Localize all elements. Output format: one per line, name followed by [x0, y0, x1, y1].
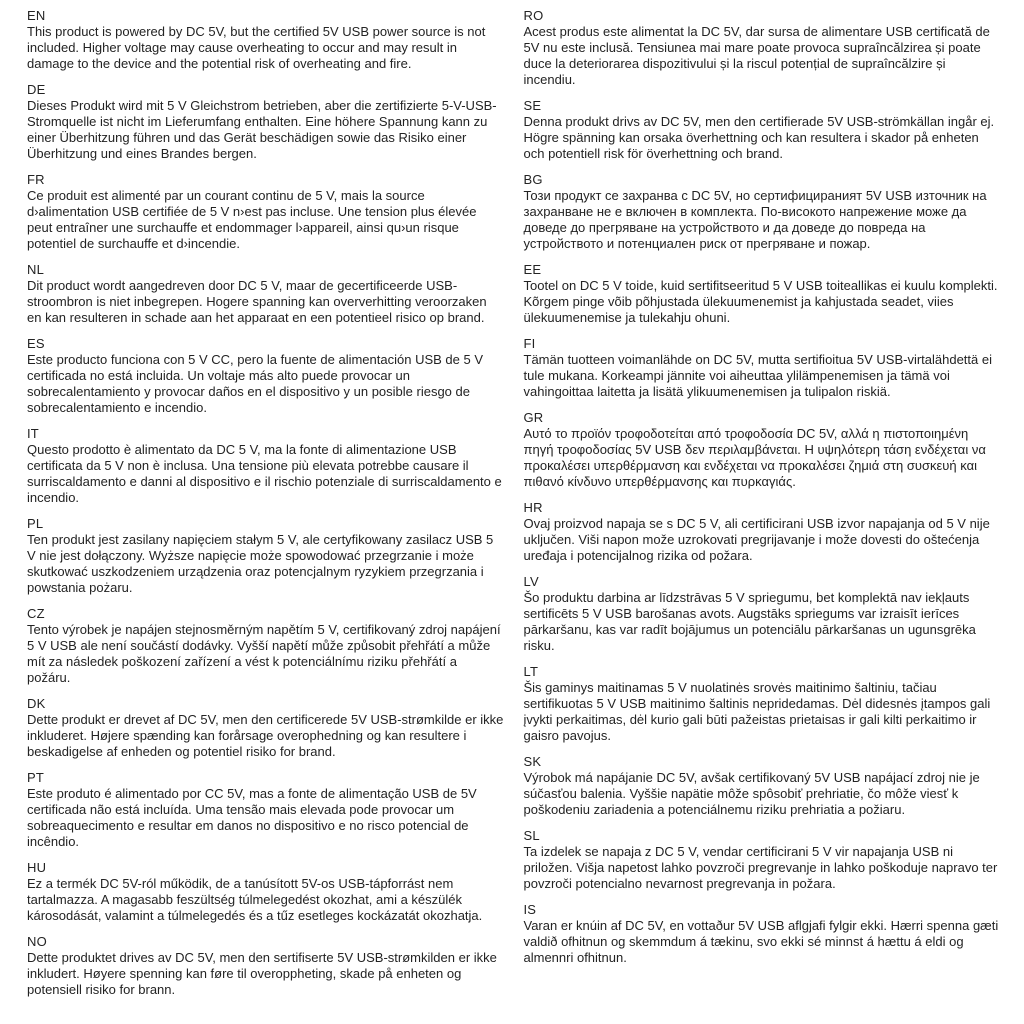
lang-section-gr: [524, 410, 1001, 490]
lang-text-fr: Ce produit est alimenté par un courant continu de 5 V, mais la source d›alimentation USB certifiée de 5 V n›est pas incluse. Une tension plus élevée peut entraîner une surchauffe et endommager l›appareil, ainsi qu›un risque potentiel de surchauffe et d›incendie.: [27, 188, 477, 251]
lang-code-es: ES: [27, 336, 45, 351]
lang-text-nl: Dit product wordt aangedreven door DC 5 V, maar de gecertificeerde USB-stroombron is niet inbegrepen. Hogere spanning kan oververhitting veroorzaken en kan resulteren in schade aan het apparaat en een potentieel risico op brand.: [27, 278, 487, 325]
lang-section-se: [524, 98, 1001, 162]
lang-text-lt: Šis gaminys maitinamas 5 V nuolatinės srovės maitinimo šaltiniu, tačiau sertifikuotas 5 V USB maitinimo šaltinis nepridedamas. Dėl didesnės įtampos gali įvykti perkaitimas, dėl kurio gali būti pažeistas prietaisas ir gali kilti perkaitimo ir gaisro pavojus.: [523, 680, 991, 743]
right-column: [524, 8, 1001, 1008]
lang-section-sl: [524, 828, 1001, 892]
lang-text-dk: Dette produkt er drevet af DC 5V, men den certificerede 5V USB-strømkilde er ikke inkluderet. Højere spænding kan forårsage overophedning og kan resultere i beskadigelse af enheden og potentiel risiko for brand.: [27, 712, 504, 759]
lang-text-se: Denna produkt drivs av DC 5V, men den certifierade 5V USB-strömkällan ingår ej. Högre spänning kan orsaka överhettning och kan resultera i skador på enheten och potentiell risk för överhettning och brand.: [523, 114, 995, 161]
lang-code-sk: SK: [523, 754, 542, 769]
lang-text-no: Dette produktet drives av DC 5V, men den sertifiserte 5V USB-strømkilden er ikke inkludert. Høyere spenning kan føre til overoppheting, skade på enheten og potensiell risiko for brann.: [27, 950, 497, 997]
lang-section-nl: [27, 262, 504, 326]
lang-text-lv: Šo produktu darbina ar līdzstrāvas 5 V spriegumu, bet komplektā nav iekļauts sertificēts 5 V USB barošanas avots. Augstāks spriegums var izraisīt ierīces pārkaršanu, kas var radīt bojājumus un potenciālu pārkaršanas un ugunsgrēka risku.: [523, 590, 976, 653]
lang-section-it: [27, 426, 504, 506]
lang-code-ro: RO: [523, 8, 544, 23]
lang-code-no: NO: [27, 934, 47, 949]
lang-code-pt: PT: [27, 770, 45, 785]
lang-code-lv: LV: [523, 574, 539, 589]
lang-section-bg: [524, 172, 1001, 252]
lang-text-sl: Ta izdelek se napaja z DC 5 V, vendar certificirani 5 V vir napajanja USB ni priložen. Višja napetost lahko povzroči pregrevanje in lahko poškoduje napravo ter povzroči potencialno nevarnost pregrevanja in požara.: [523, 844, 998, 891]
lang-section-is: [524, 902, 1001, 966]
lang-section-sk: [524, 754, 1001, 818]
lang-text-cz: Tento výrobek je napájen stejnosměrným napětím 5 V, certifikovaný zdroj napájení 5 V USB ale není součástí dodávky. Vyšší napětí může způsobit přehřátí a může mít za následek poškození zařízení a vést k potenciálnímu riziku přehřátí a požáru.: [27, 622, 501, 685]
lang-code-fr: FR: [27, 172, 45, 187]
lang-section-fi: [524, 336, 1001, 400]
lang-section-no: [27, 934, 504, 998]
lang-code-lt: LT: [523, 664, 539, 679]
lang-section-hu: [27, 860, 504, 924]
lang-section-lt: [524, 664, 1001, 744]
lang-code-hu: HU: [27, 860, 47, 875]
lang-text-it: Questo prodotto è alimentato da DC 5 V, ma la fonte di alimentazione USB certificata da 5 V non è inclusa. Una tensione più elevata potrebbe causare il surriscaldamento e danni al dispositivo e il rischio potenziale di surriscaldamento e incendio.: [27, 442, 502, 505]
lang-section-pt: [27, 770, 504, 850]
lang-text-hu: Ez a termék DC 5V-ról működik, de a tanúsított 5V-os USB-tápforrást nem tartalmazza. A magasabb feszültség túlmelegedést okozhat, ami a készülék károsodását, valamint a túlmelegedés és a tűz esetleges kockázatát okozhatja.: [27, 876, 483, 923]
lang-code-it: IT: [27, 426, 39, 441]
lang-text-es: Este producto funciona con 5 V CC, pero la fuente de alimentación USB de 5 V certificada no está incluida. Un voltaje más alto puede provocar un sobrecalentamiento y provocar daños en el dispositivo y un posible riesgo de sobrecalentamiento e incendio.: [27, 352, 483, 415]
lang-text-is: Varan er knúin af DC 5V, en vottaður 5V USB aflgjafi fylgir ekki. Hærri spenna gæti valdið ofhitnun og skemmdum á tækinu, svo ekki sé minnst á hættu á eldi og almennri ofhitnun.: [523, 918, 999, 965]
lang-code-ee: EE: [523, 262, 542, 277]
lang-code-gr: GR: [523, 410, 544, 425]
lang-section-cz: [27, 606, 504, 686]
lang-code-nl: NL: [27, 262, 45, 277]
two-column-layout: [27, 8, 1000, 1008]
lang-code-cz: CZ: [27, 606, 45, 621]
lang-section-pl: [27, 516, 504, 596]
lang-text-bg: Този продукт се захранва с DC 5V, но сертифицираният 5V USB източник на захранване не е включен в комплекта. По-високото напрежение може да доведе до прегряване на устройството и да доведе до повреда на устройството и потенциален риск от прегряване и пожар.: [523, 188, 987, 251]
lang-text-ro: Acest produs este alimentat la DC 5V, dar sursa de alimentare USB certificată de 5V nu este inclusă. Tensiunea mai mare poate provoca supraîncălzirea și poate duce la deteriorarea dispozitivului și la riscul potențial de supraîncălzire și incendiu.: [523, 24, 990, 87]
lang-section-es: [27, 336, 504, 416]
lang-text-pl: Ten produkt jest zasilany napięciem stałym 5 V, ale certyfikowany zasilacz USB 5 V nie jest dołączony. Wyższe napięcie może spowodować przegrzanie i może skutkować uszkodzeniem urządzenia oraz potencjalnym ryzykiem przegrzania i powstania pożaru.: [27, 532, 494, 595]
lang-code-dk: DK: [27, 696, 46, 711]
lang-section-hr: [524, 500, 1001, 564]
lang-section-de: [27, 82, 504, 162]
lang-section-lv: [524, 574, 1001, 654]
lang-text-gr: Αυτό το προϊόν τροφοδοτείται από τροφοδοσία DC 5V, αλλά η πιστοποιημένη πηγή τροφοδοσίας 5V USB δεν περιλαμβάνεται. Η υψηλότερη τάση ενδέχεται να προκαλέσει υπερθέρμανση και ενδέχεται να προκαλέσει ζημιά στη συσκευή και πιθανό κίνδυνο υπερθέρμανσης και πυρκαγιάς.: [523, 426, 986, 489]
lang-code-fi: FI: [523, 336, 536, 351]
lang-code-en: EN: [27, 8, 46, 23]
lang-text-hr: Ovaj proizvod napaja se s DC 5 V, ali certificirani USB izvor napajanja od 5 V nije uključen. Viši napon može uzrokovati pregrijavanje i može dovesti do oštećenja uređaja i potencijalnog rizika od požara.: [523, 516, 990, 563]
lang-section-ee: [524, 262, 1001, 326]
left-column: [27, 8, 504, 1008]
lang-section-en: [27, 8, 504, 72]
lang-code-de: DE: [27, 82, 46, 97]
lang-text-de: Dieses Produkt wird mit 5 V Gleichstrom betrieben, aber die zertifizierte 5-V-USB-Stromquelle ist nicht im Lieferumfang enthalten. Eine höhere Spannung kann zu einer Überhitzung führen und das Gerät beschädigen sowie das Risiko einer Überhitzung und eines Brandes bergen.: [27, 98, 497, 161]
lang-code-hr: HR: [523, 500, 543, 515]
lang-code-se: SE: [523, 98, 542, 113]
lang-text-ee: Tootel on DC 5 V toide, kuid sertifitseeritud 5 V USB toiteallikas ei kuulu komplekti. Kõrgem pinge võib põhjustada ülekuumenemist ja kahjustada seadet, viies ülekuumenemise ja tulekahju ohuni.: [523, 278, 998, 325]
lang-text-en: This product is powered by DC 5V, but the certified 5V USB power source is not included. Higher voltage may cause overheating to occur and may result in damage to the device and the potential risk of overheating and fire.: [27, 24, 486, 71]
lang-section-dk: [27, 696, 504, 760]
lang-code-sl: SL: [523, 828, 540, 843]
lang-code-bg: BG: [523, 172, 543, 187]
lang-section-ro: [524, 8, 1001, 88]
lang-text-fi: Tämän tuotteen voimanlähde on DC 5V, mutta sertifioitua 5V USB-virtalähdettä ei tule mukana. Korkeampi jännite voi aiheuttaa ylilämpenemisen ja tämä voi vahingoittaa laitetta ja lisätä ylikuumenemisen ja tulipalon riskiä.: [523, 352, 992, 399]
lang-text-sk: Výrobok má napájanie DC 5V, avšak certifikovaný 5V USB napájací zdroj nie je súčasťou balenia. Vyššie napätie môže spôsobiť prehriatie, čo môže viesť k poškodeniu zariadenia a potenciálnemu riziku prehriatia a požiaru.: [523, 770, 980, 817]
lang-code-is: IS: [523, 902, 537, 917]
lang-section-fr: [27, 172, 504, 252]
lang-code-pl: PL: [27, 516, 44, 531]
lang-text-pt: Este produto é alimentado por CC 5V, mas a fonte de alimentação USB de 5V certificada não está incluída. Uma tensão mais elevada pode provocar um sobreaquecimento e resultar em danos no dispositivo e no risco potencial de incêndio.: [27, 786, 477, 849]
